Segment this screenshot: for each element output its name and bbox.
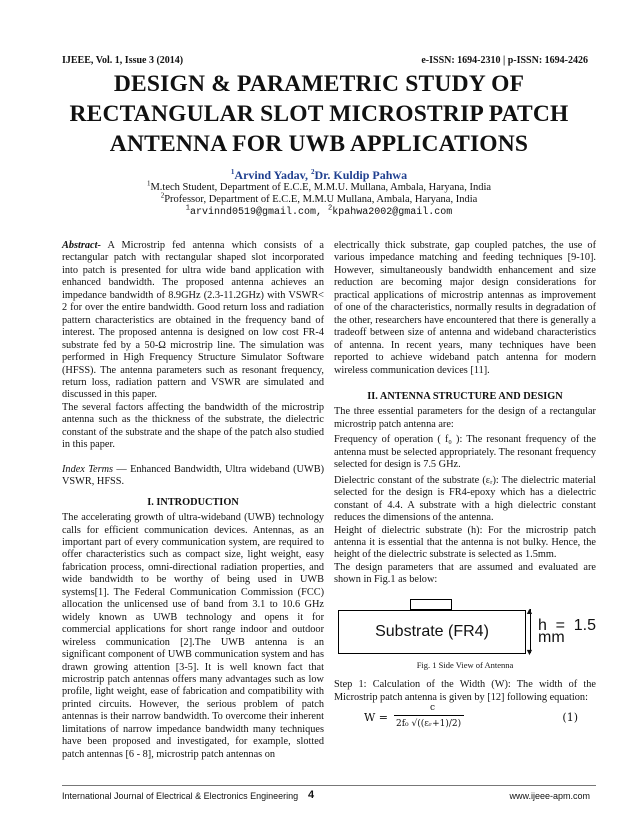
equation-lhs: W = [364, 711, 389, 725]
left-column [62, 240, 324, 761]
aff2-sup: 2 [160, 191, 165, 200]
right-column [334, 240, 596, 750]
frequency-paragraph: Frequency of operation ( f₀ ): The resonant frequency of the antenna must be selected appropriately. The resonant frequency selected for design is 7.5 GHz. [334, 434, 596, 471]
height-label: h = 1.5 mm [538, 616, 596, 647]
page-number: 4 [308, 789, 315, 801]
email1: arvinnd0519@gmail.com, [189, 207, 328, 218]
figure-caption: Fig. 1 Side View of Antenna [416, 659, 514, 670]
section-heading-design: II. ANTENNA STRUCTURE AND DESIGN [367, 390, 563, 402]
introduction-text: The accelerating growth of ultra-wideband (UWB) technology calls for efficient communication devices. Antennas, as an important part of every communication system, are required to offer characteristics such as compact size, light weight, easy fabrication process, omni-directional radiation properties, and wide bandwidth to be worthy of being used in UWB systems[1]. The Federal Communication Commission (FCC) allocation the unlicensed use of band from 3.1 to 10.6 GHz widely known as UWB technology and opens it for commercial applications for short range indoor and outdoor wireless communication [2].The UWB antenna is an significant component of UWB communication system and has drawn growing attention [3-5]. It is well known fact that microstrip patch antennas offers many advantages such as low profile, light weight, ease of fabrication and compatibility with printed circuits. However, the serious problem of patch antennas is their narrow bandwidth. To overcome their inherent limitations of narrow impedance bandwidth many techniques have been proposed and investigated, for example, slotted patch antennas [6 - 8], microstrip patch antennas on [62, 512, 324, 760]
width-equation [334, 704, 596, 750]
author2-name: Dr. Kuldip Pahwa [314, 168, 408, 182]
affiliation-2 [40, 191, 598, 205]
issn-header: e-ISSN: 1694-2310 | p-ISSN: 1694-2426 [421, 55, 588, 66]
arrow-down-icon: ▼ [525, 646, 534, 657]
email2-sup: 2 [328, 204, 333, 213]
aff2-text: Professor, Department of E.C.E, M.M.U Mullana, Ambala, Haryana, India [164, 194, 478, 205]
height-paragraph: Height of dielectric substrate (h): For the microstrip patch antenna it is essential that the antenna is not bulky. Hence, the height of the dielectric substrate is selected as 1.5mm. [334, 524, 596, 561]
abstract-paragraph-2: The several factors affecting the bandwidth of the microstrip antenna such as the thickness of the substrate, the dielectric constant of the substrate and the shape of the patch also studied in this paper. [62, 401, 324, 451]
abstract-text: A Microstrip fed antenna which consists of a rectangular patch with rectangular shaped slot incorporated into patch is presented for ultra wide band application with enhanced bandwidth. The proposed antenna achieves an impedance bandwidth of 8.9GHz (2.3-11.2GHz) with VSWR< 2 for over the entire bandwidth. Good return loss and radiation pattern characteristics are obtained in the frequency band of interest. The proposed antenna is designed on low cost FR-4 substrate fed by a 50-Ω microstrip line. The simulation was performed in High Frequency Structure Simulator Software (HFSS). The antenna parameters such as resonant frequency, return loss, radiation pattern and VSWR are simulated and discussed in this paper. [62, 240, 324, 401]
arrow-up-icon: ▲ [525, 605, 534, 616]
equation-numerator: c [430, 703, 436, 714]
affiliation-1 [40, 179, 598, 193]
email1-sup: 1 [185, 204, 190, 213]
author1-sup: 1 [230, 168, 235, 176]
aff1-text: M.tech Student, Department of E.C.E, M.M.U. Mullana, Ambala, Haryana, India [150, 182, 492, 193]
author-line [40, 168, 598, 183]
design-intro: The three essential parameters for the design of a rectangular microstrip patch antenna are: [334, 406, 596, 430]
author2-sup: 2 [310, 168, 315, 176]
footer-journal: International Journal of Electrical & Electronics Engineering [62, 791, 299, 801]
figure-side-view [334, 593, 596, 655]
design-params-paragraph: The design parameters that are assumed and evaluated are shown in Fig.1 as below: [334, 561, 596, 586]
dielectric-paragraph: Dielectric constant of the substrate (εᵣ): The dielectric material selected for the design is FR4-epoxy which has a dielectric constant of 4.4. A substrate with a high dielectric constant reduces the dimensions of the antenna. [334, 474, 596, 524]
index-terms [62, 464, 324, 489]
aff1-sup: 1 [146, 179, 151, 188]
paper-title: DESIGN & PARAMETRIC STUDY OF RECTANGULAR SLOT MICROSTRIP PATCH ANTENNA FOR UWB APPLICATIONS [69, 71, 569, 157]
fraction-bar [394, 715, 464, 716]
email2: kpahwa2002@gmail.com [332, 207, 453, 218]
author-emails [40, 204, 598, 218]
journal-header: IJEEE, Vol. 1, Issue 3 (2014) [62, 55, 184, 66]
step1-paragraph: Step 1: Calculation of the Width (W): The width of the Microstrip patch antenna is given by [12] following equation: [334, 679, 596, 703]
introduction-continued: electrically thick substrate, gap coupled patches, the use of various impedance matching and feeding techniques [9-10]. However, simultaneously bandwidth enhancement and size reduction are becoming major design considerations for practical applications of microstrip antennas as improvement of one of the characteristics, normally results in degradation of the other, researchers have encountered that there is generally a tradeoff between size of antenna and wideband characteristics of antenna. In recent years, many techniques have been reported to achieve wideband patch antenna for modern wireless communication devices [11]. [334, 240, 596, 376]
footer-website: www.ijeee-apm.com [509, 791, 590, 801]
substrate-block: Substrate (FR4) [338, 610, 526, 654]
abstract-paragraph [62, 240, 324, 402]
abstract-label: Abstract- [62, 240, 101, 251]
index-terms-label: Index Terms [62, 463, 114, 475]
equation-denominator: 2f₀ √((εᵣ+1)/2) [396, 719, 462, 730]
equation-number: (1) [562, 711, 578, 725]
section-heading-introduction: I. INTRODUCTION [147, 496, 239, 508]
patch-strip [410, 599, 452, 610]
footer-divider [62, 785, 596, 786]
author1-name: Arvind Yadav, [234, 168, 311, 182]
index-terms-text: — Enhanced Bandwidth, Ultra wideband (UWB) VSWR, HFSS. [62, 463, 324, 488]
